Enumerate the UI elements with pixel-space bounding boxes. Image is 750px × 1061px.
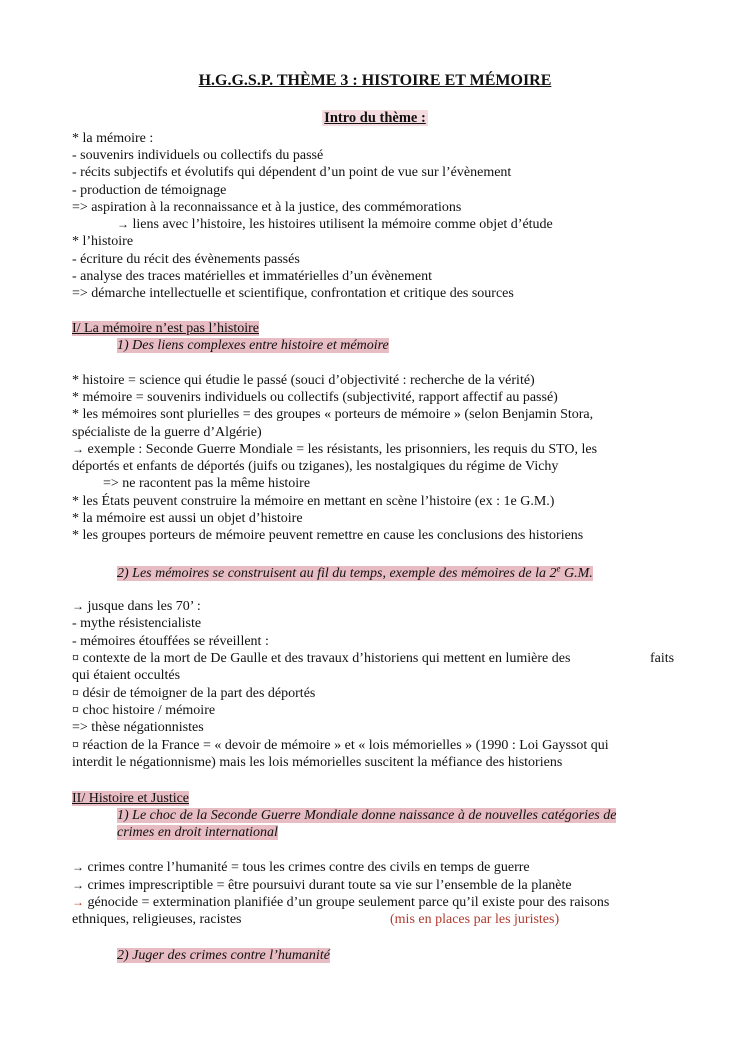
body-arrow-line: → génocide = extermination planifiée d’un groupe seulement parce qu’il existe pour des raisons [72, 895, 610, 910]
intro-line: => aspiration à la reconnaissance et à la justice, des commémorations [72, 200, 462, 215]
intro-line: - production de témoignage [72, 183, 227, 198]
intro-line: - souvenirs individuels ou collectifs du passé [72, 148, 324, 163]
body-line: ¤ choc histoire / mémoire [72, 703, 216, 718]
intro-line: => démarche intellectuelle et scientifique, confrontation et critique des sources [72, 286, 514, 301]
body-arrow-line: → jusque dans les 70’ : [72, 599, 201, 614]
red-note: (mis en places par les juristes) [390, 912, 560, 927]
body-line: faits [650, 651, 675, 666]
subsection-heading: 1) Des liens complexes entre histoire et mémoire [117, 338, 389, 353]
body-line: ¤ réaction de la France = « devoir de mémoire » et « lois mémorielles » (1990 : Loi Gayssot qui [72, 738, 609, 753]
body-line: * mémoire = souvenirs individuels ou collectifs (subjectivité, rapport affectif au passé) [72, 390, 558, 405]
body-line: interdit le négationnisme) mais les lois mémorielles suscitent la méfiance des historiens [72, 755, 563, 770]
body-line: => thèse négationnistes [72, 720, 204, 735]
body-line: * histoire = science qui étudie le passé (souci d’objectivité : recherche de la vérité) [72, 373, 535, 388]
body-line: * la mémoire est aussi un objet d’histoire [72, 511, 303, 526]
body-line: ¤ contexte de la mort de De Gaulle et des travaux d’historiens qui mettent en lumière des [72, 651, 571, 666]
arrow-icon: → [117, 217, 129, 231]
arrow-icon: → [72, 860, 84, 874]
body-line: - mémoires étouffées se réveillent : [72, 634, 269, 649]
arrow-icon: → [72, 878, 84, 892]
arrow-icon: → [72, 895, 84, 909]
body-line: ethniques, religieuses, racistes [72, 912, 242, 927]
intro-line: - écriture du récit des évènements passés [72, 252, 300, 267]
body-line: déportés et enfants de déportés (juifs ou tziganes), les nostalgiques du régime de Vichy [72, 459, 559, 474]
subsection-heading: 2) Les mémoires se construisent au fil du temps, exemple des mémoires de la 2e G.M. [117, 563, 593, 581]
arrow-icon: → [72, 599, 84, 613]
body-line: ¤ désir de témoigner de la part des déportés [72, 686, 316, 701]
intro-arrow-line: → liens avec l’histoire, les histoires utilisent la mémoire comme objet d’étude [117, 217, 553, 232]
body-line: * les groupes porteurs de mémoire peuvent remettre en cause les conclusions des historiens [72, 528, 584, 543]
intro-heading: Intro du thème : [324, 110, 426, 126]
body-line: qui étaient occultés [72, 668, 181, 683]
subsection-heading: crimes en droit international [117, 825, 278, 840]
body-arrow-line: → crimes imprescriptible = être poursuivi durant toute sa vie sur l’ensemble de la planète [72, 878, 572, 893]
section-heading-2: II/ Histoire et Justice [72, 791, 190, 806]
subsection-heading: 2) Juger des crimes contre l’humanité [117, 948, 330, 963]
page-title: H.G.G.S.P. THÈME 3 : HISTOIRE ET MÉMOIRE [198, 72, 552, 89]
body-line: spécialiste de la guerre d’Algérie) [72, 425, 262, 440]
body-line: * les mémoires sont plurielles = des groupes « porteurs de mémoire » (selon Benjamin Stora, [72, 407, 594, 422]
body-line: - mythe résistencialiste [72, 616, 202, 631]
intro-line: - analyse des traces matérielles et immatérielles d’un évènement [72, 269, 432, 284]
intro-line: * l’histoire [72, 234, 134, 249]
body-arrow-line: → crimes contre l’humanité = tous les crimes contre des civils en temps de guerre [72, 860, 530, 875]
body-line: * les États peuvent construire la mémoire en mettant en scène l’histoire (ex : 1e G.M.) [72, 494, 555, 509]
section-heading-1: I/ La mémoire n’est pas l’histoire [72, 321, 259, 336]
intro-line: - récits subjectifs et évolutifs qui dépendent d’un point de vue sur l’évènement [72, 165, 512, 180]
subsection-heading: 1) Le choc de la Seconde Guerre Mondiale donne naissance à de nouvelles catégories de [117, 808, 617, 823]
body-line: => ne racontent pas la même histoire [103, 476, 311, 491]
arrow-icon: → [72, 442, 84, 456]
intro-line: * la mémoire : [72, 131, 154, 146]
body-arrow-line: → exemple : Seconde Guerre Mondiale = les résistants, les prisonniers, les requis du STO, les [72, 442, 598, 457]
